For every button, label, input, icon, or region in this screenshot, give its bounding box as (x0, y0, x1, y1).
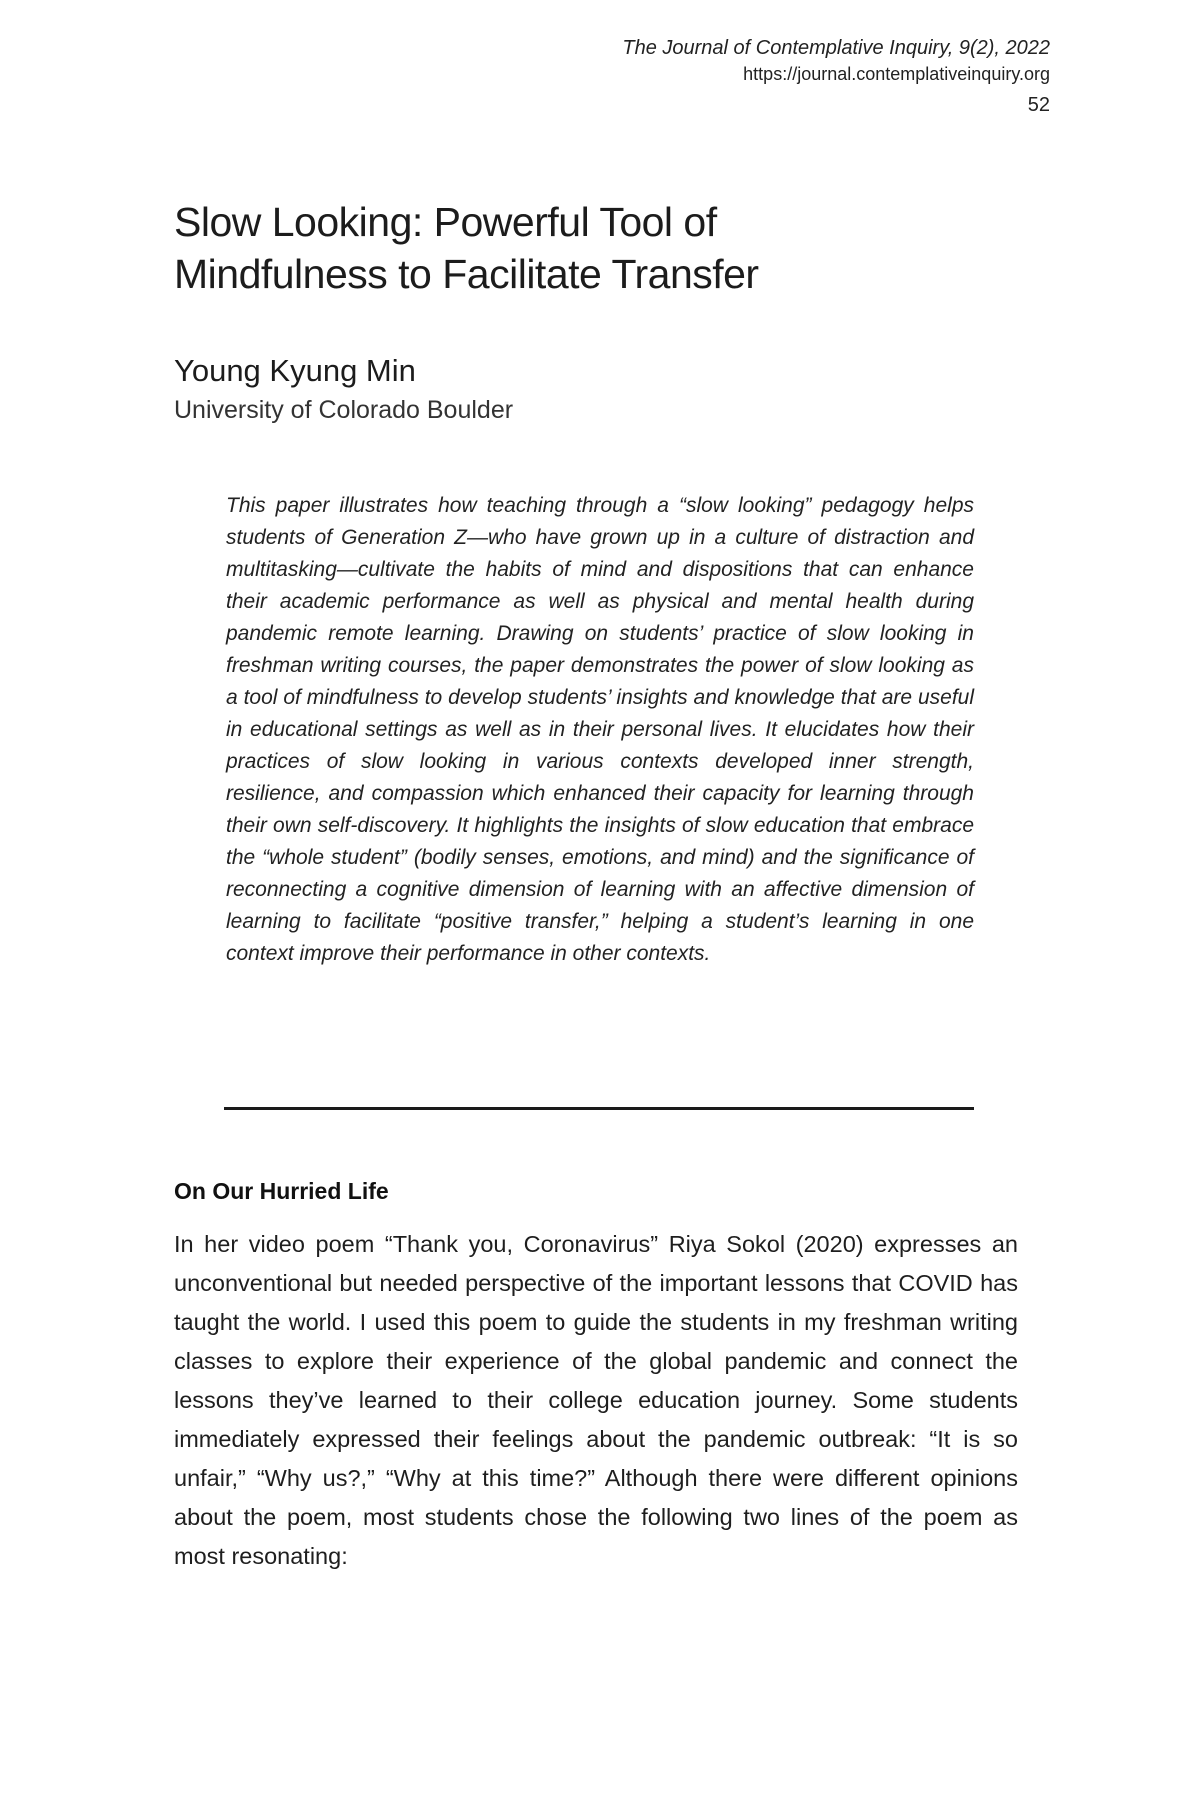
page-number: 52 (1027, 94, 1050, 116)
article-title: Slow Looking: Powerful Tool of Mindfulness to Facilitate Transfer (174, 199, 759, 297)
abstract-divider (224, 1107, 974, 1110)
author-affiliation: University of Colorado Boulder (174, 396, 514, 424)
journal-citation: The Journal of Contemplative Inquiry, 9(2), 2022 (622, 37, 1050, 59)
body-paragraph: In her video poem “Thank you, Coronavirus” Riya Sokol (2020) expresses an unconventional but needed perspective of the important lessons that COVID has taught the world. I used this poem to guide the students in my freshman writing classes to explore their experience of the global pandemic and connect the lessons they’ve learned to their college education journey. Some students immediately expressed their feelings about the pandemic outbreak: “It is so unfair,” “Why us?,” “Why at this time?” Although there were different opinions about the poem, most students chose the following two lines of the poem as most resonating: (174, 1231, 1018, 1569)
abstract: This paper illustrates how teaching through a “slow looking” pedagogy helps students of Generation Z—who have grown up in a culture of distraction and multitasking—cultivate the habits of mind and dispositions that can enhance their academic performance as well as physical and mental health during pandemic remote learning. Drawing on students’ practice of slow looking in freshman writing courses, the paper demonstrates the power of slow looking as a tool of mindfulness to develop students’ insights and knowledge that are useful in educational settings as well as in their personal lives. It elucidates how their practices of slow looking in various contexts developed inner strength, resilience, and compassion which enhanced their capacity for learning through their own self-discovery. It highlights the insights of slow education that embrace the “whole student” (bodily senses, emotions, and mind) and the significance of reconnecting a cognitive dimension of learning with an affective dimension of learning to facilitate “positive transfer,” helping a student’s learning in one context improve their performance in other contexts. (226, 494, 974, 965)
author-name: Young Kyung Min (174, 353, 416, 388)
journal-url-link[interactable]: https://journal.contemplativeinquiry.org (743, 64, 1050, 84)
running-header (530, 34, 1050, 118)
section-heading: On Our Hurried Life (174, 1178, 389, 1204)
